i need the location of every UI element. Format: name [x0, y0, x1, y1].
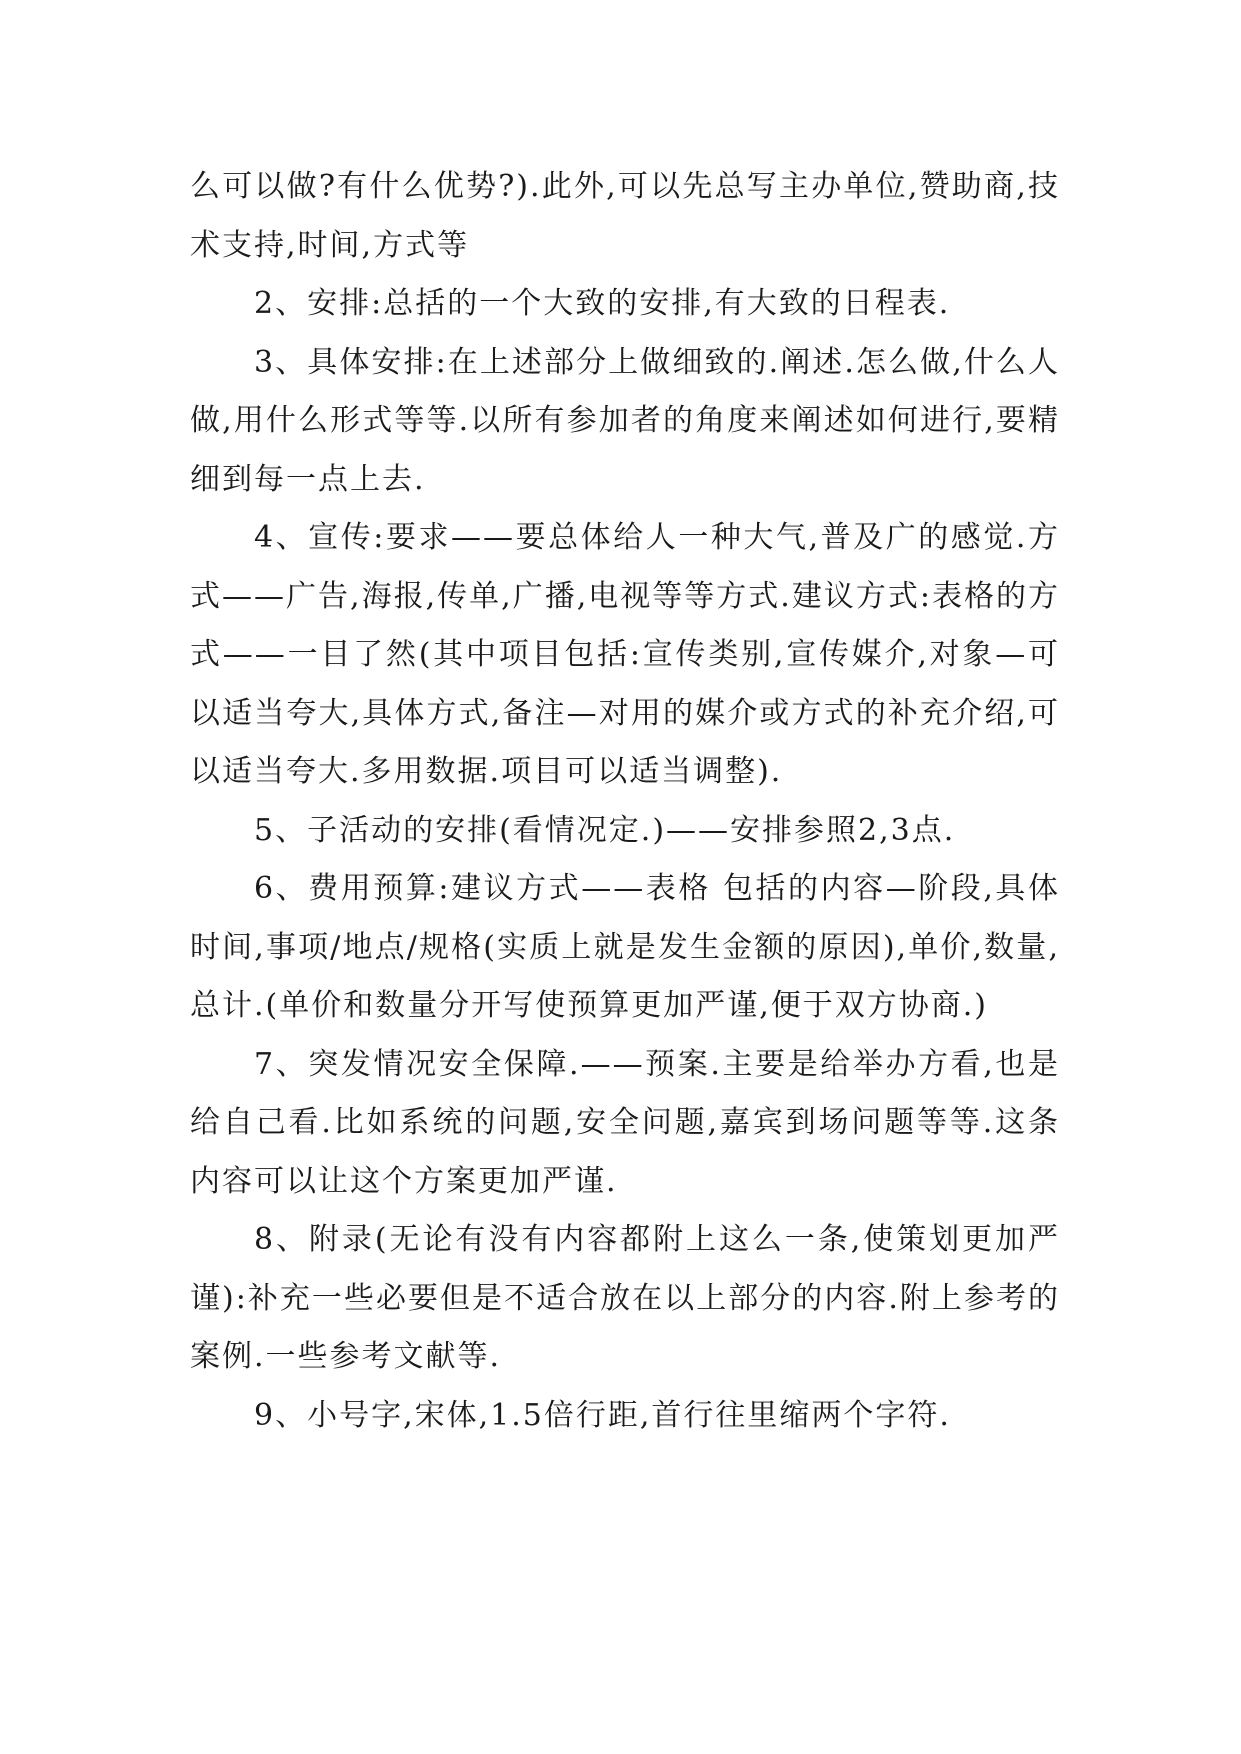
paragraph-item-8: 8、附录(无论有没有内容都附上这么一条,使策划更加严谨):补充一些必要但是不适合放在以上部分的内容.附上参考的案例.一些参考文献等.: [190, 1222, 1060, 1374]
paragraph-item-4: 4、宣传:要求——要总体给人一种大气,普及广的感觉.方式——广告,海报,传单,广播,电视等等方式.建议方式:表格的方式——一目了然(其中项目包括:宣传类别,宣传媒介,对象—可以适当夸大,具体方式,备注—对用的媒介或方式的补充介绍,可以适当夸大.多用数据.项目可以适当调整).: [190, 520, 1060, 789]
paragraph-item-9: 9、小号字,宋体,1.5倍行距,首行往里缩两个字符.: [254, 1397, 951, 1433]
paragraph-continuation: 么可以做?有什么优势?).此外,可以先总写主办单位,赞助商,技术支持,时间,方式等: [190, 169, 1060, 263]
paragraph-item-2: 2、安排:总括的一个大致的安排,有大致的日程表.: [254, 286, 951, 321]
body-text: [190, 158, 1060, 1445]
paragraph-item-5: 5、子活动的安排(看情况定.)——安排参照2,3点.: [254, 812, 956, 848]
paragraph-item-7: 7、突发情况安全保障.——预案.主要是给举办方看,也是给自己看.比如系统的问题,安全问题,嘉宾到场问题等等.这条内容可以让这个方案更加严谨.: [190, 1046, 1060, 1199]
paragraph-item-3: 3、具体安排:在上述部分上做细致的.阐述.怎么做,什么人做,用什么形式等等.以所有参加者的角度来阐述如何进行,要精细到每一点上去.: [190, 344, 1060, 497]
paragraph-item-6: 6、费用预算:建议方式——表格 包括的内容—阶段,具体时间,事项/地点/规格(实质上就是发生金额的原因),单价,数量,总计.(单价和数量分开写使预算更加严谨,便于双方协商.): [190, 871, 1060, 1023]
